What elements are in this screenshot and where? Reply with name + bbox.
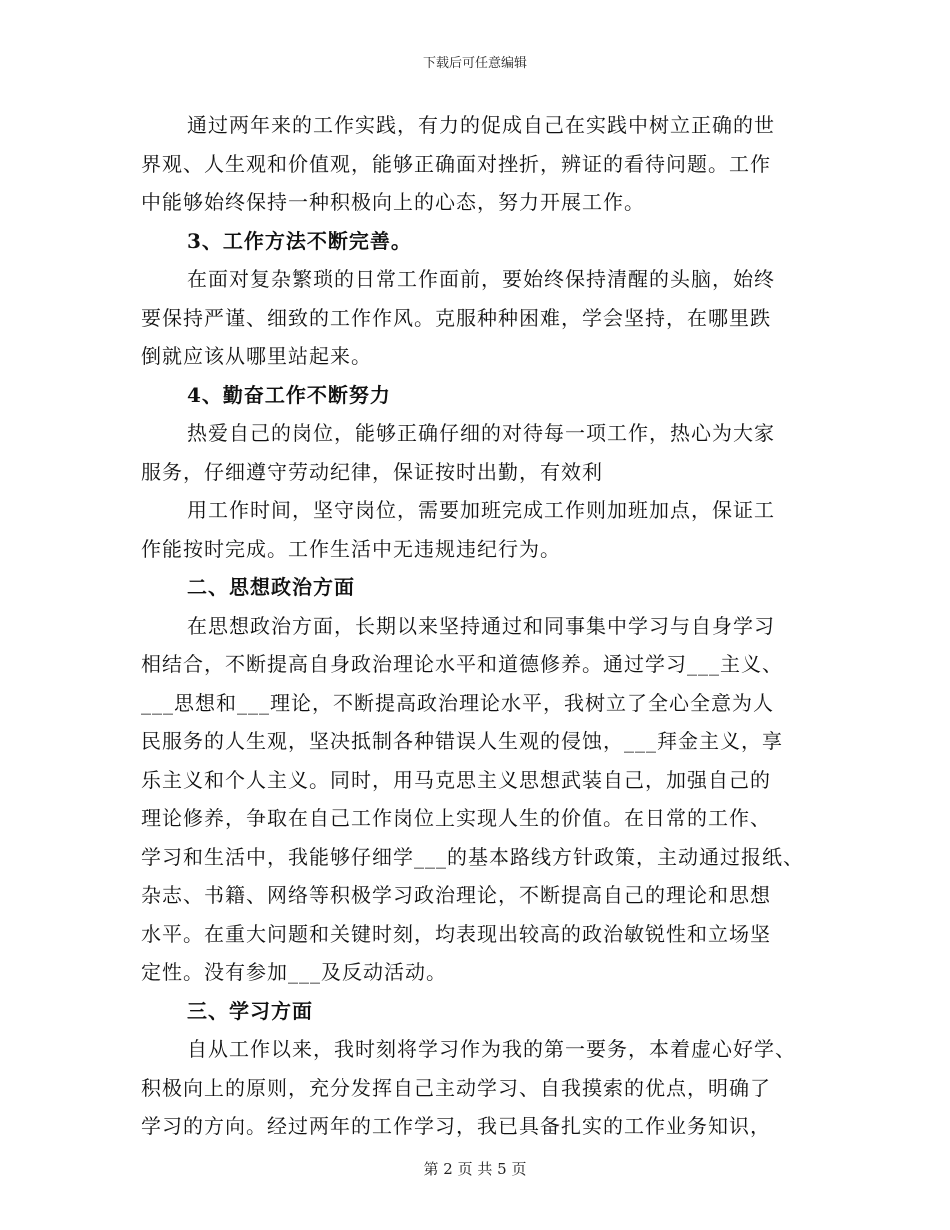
text-line: 乐主义和个人主义。同时，用马克思主义思想武装自己，加强自己的 [141, 767, 771, 792]
text-line: 相结合，不断提高自身政治理论水平和道德修养。通过学习___主义、 [141, 652, 783, 676]
section-heading: 二、思想政治方面 [187, 575, 355, 599]
text-line: 界观、人生观和价值观，能够正确面对挫折，辨证的看待问题。工作 [141, 151, 771, 176]
text-line: 水平。在重大问题和关键时刻，均表现出较高的政治敏锐性和立场坚 [141, 921, 771, 946]
text-line: 通过两年来的工作实践，有力的促成自己在实践中树立正确的世 [187, 113, 775, 137]
text-line: 中能够始终保持一种积极向上的心态，努力开展工作。 [141, 190, 645, 214]
text-line: 民服务的人生观，坚决抵制各种错误人生观的侵蚀，___拜金主义，享 [141, 729, 783, 753]
page-header: 下载后可任意编辑 [422, 56, 527, 71]
text-line: 杂志、书籍、网络等积极学习政治理论，不断提高自己的理论和思想 [141, 883, 771, 907]
text-line: 用工作时间，坚守岗位，需要加班完成工作则加班加点，保证工 [187, 498, 775, 522]
page-footer: 第 2 页 共 5 页 [423, 1160, 527, 1178]
document-body [141, 106, 831, 1146]
text-line: 服务，仔细遵守劳动纪律，保证按时出勤，有效利 [141, 459, 603, 484]
text-line: 学习的方向。经过两年的工作学习，我已具备扎实的工作业务知识， [141, 1114, 771, 1138]
text-line: 在思想政治方面，长期以来坚持通过和同事集中学习与自身学习 [187, 613, 775, 638]
text-line: 倒就应该从哪里站起来。 [141, 344, 372, 368]
text-line: 定性。没有参加___及反动活动。 [141, 960, 447, 984]
text-line: 要保持严谨、细致的工作作风。克服种种困难，学会坚持，在哪里跌 [141, 305, 771, 330]
text-line: 自从工作以来，我时刻将学习作为我的第一要务，本着虚心好学、 [187, 1037, 796, 1061]
section-heading: 3、工作方法不断完善。 [187, 228, 412, 253]
text-line: ___思想和___理论，不断提高政治理论水平，我树立了全心全意为人 [141, 690, 774, 715]
section-heading: 三、学习方面 [187, 998, 313, 1023]
text-line: 在面对复杂繁琐的日常工作面前，要始终保持清醒的头脑，始终 [187, 267, 775, 291]
text-line: 作能按时完成。工作生活中无违规违纪行为。 [141, 536, 561, 561]
text-line: 热爱自己的岗位，能够正确仔细的对待每一项工作，热心为大家 [187, 421, 775, 445]
text-line: 学习和生活中，我能够仔细学___的基本路线方针政策，主动通过报纸、 [141, 844, 804, 869]
text-line: 积极向上的原则，充分发挥自己主动学习、自我摸索的优点，明确了 [141, 1075, 771, 1100]
text-line: 理论修养，争取在自己工作岗位上实现人生的价值。在日常的工作、 [141, 806, 771, 830]
section-heading: 4、勤奋工作不断努力 [187, 382, 391, 407]
